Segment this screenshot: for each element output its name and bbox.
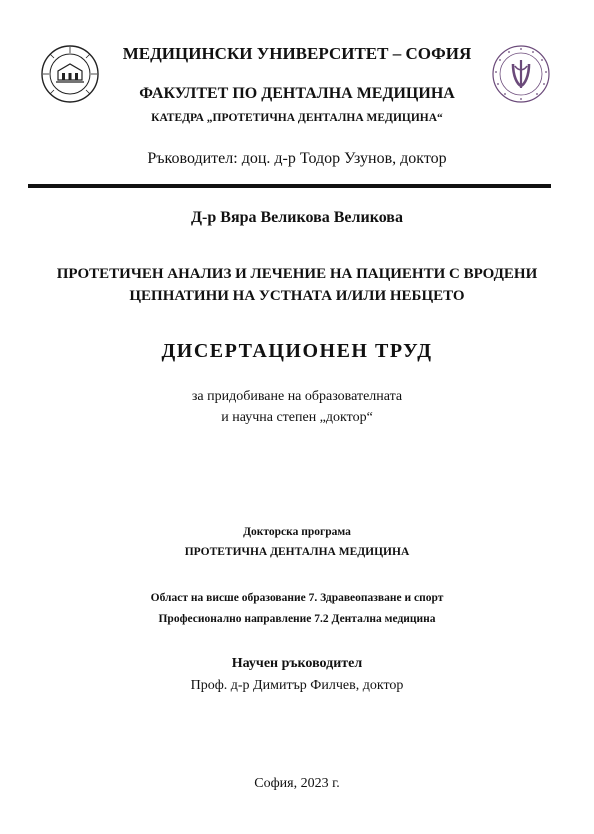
faculty-name: ФАКУЛТЕТ ПО ДЕНТАЛНА МЕДИЦИНА [139,85,455,102]
work-type: ДИСЕРТАЦИОНЕН ТРУД [161,340,433,362]
place-and-date: София, 2023 г. [254,776,340,791]
education-area: Област на висше образование 7. Здравеопазване и спорт [150,592,444,604]
header-divider [28,184,551,188]
purpose-line-1: за придобиване на образователната [191,389,403,404]
supervisor-label: Научен ръководител [231,656,363,671]
professional-direction: Професионално направление 7.2 Дентална медицина [158,613,436,625]
thesis-title-line-2: ЦЕПНАТИНИ НА УСТНАТА И/ИЛИ НЕБЦЕТО [129,288,465,304]
author-name: Д-р Вяра Великова Великова [191,209,403,226]
supervisor-name: Проф. д-р Димитър Филчев, доктор [190,678,404,693]
thesis-title-line-1: ПРОТЕТИЧЕН АНАЛИЗ И ЛЕЧЕНИЕ НА ПАЦИЕНТИ С ВРОДЕНИ [56,266,538,282]
program-name: ПРОТЕТИЧНА ДЕНТАЛНА МЕДИЦИНА [184,546,410,558]
department-head: Ръководител: доц. д-р Тодор Узунов, доктор [147,150,447,167]
purpose-line-2: и научна степен „доктор“ [221,410,373,425]
department-name: КАТЕДРА „ПРОТЕТИЧНА ДЕНТАЛНА МЕДИЦИНА“ [151,112,443,124]
program-label: Докторска програма [243,526,351,538]
university-name: МЕДИЦИНСКИ УНИВЕРСИТЕТ – СОФИЯ [122,44,472,63]
